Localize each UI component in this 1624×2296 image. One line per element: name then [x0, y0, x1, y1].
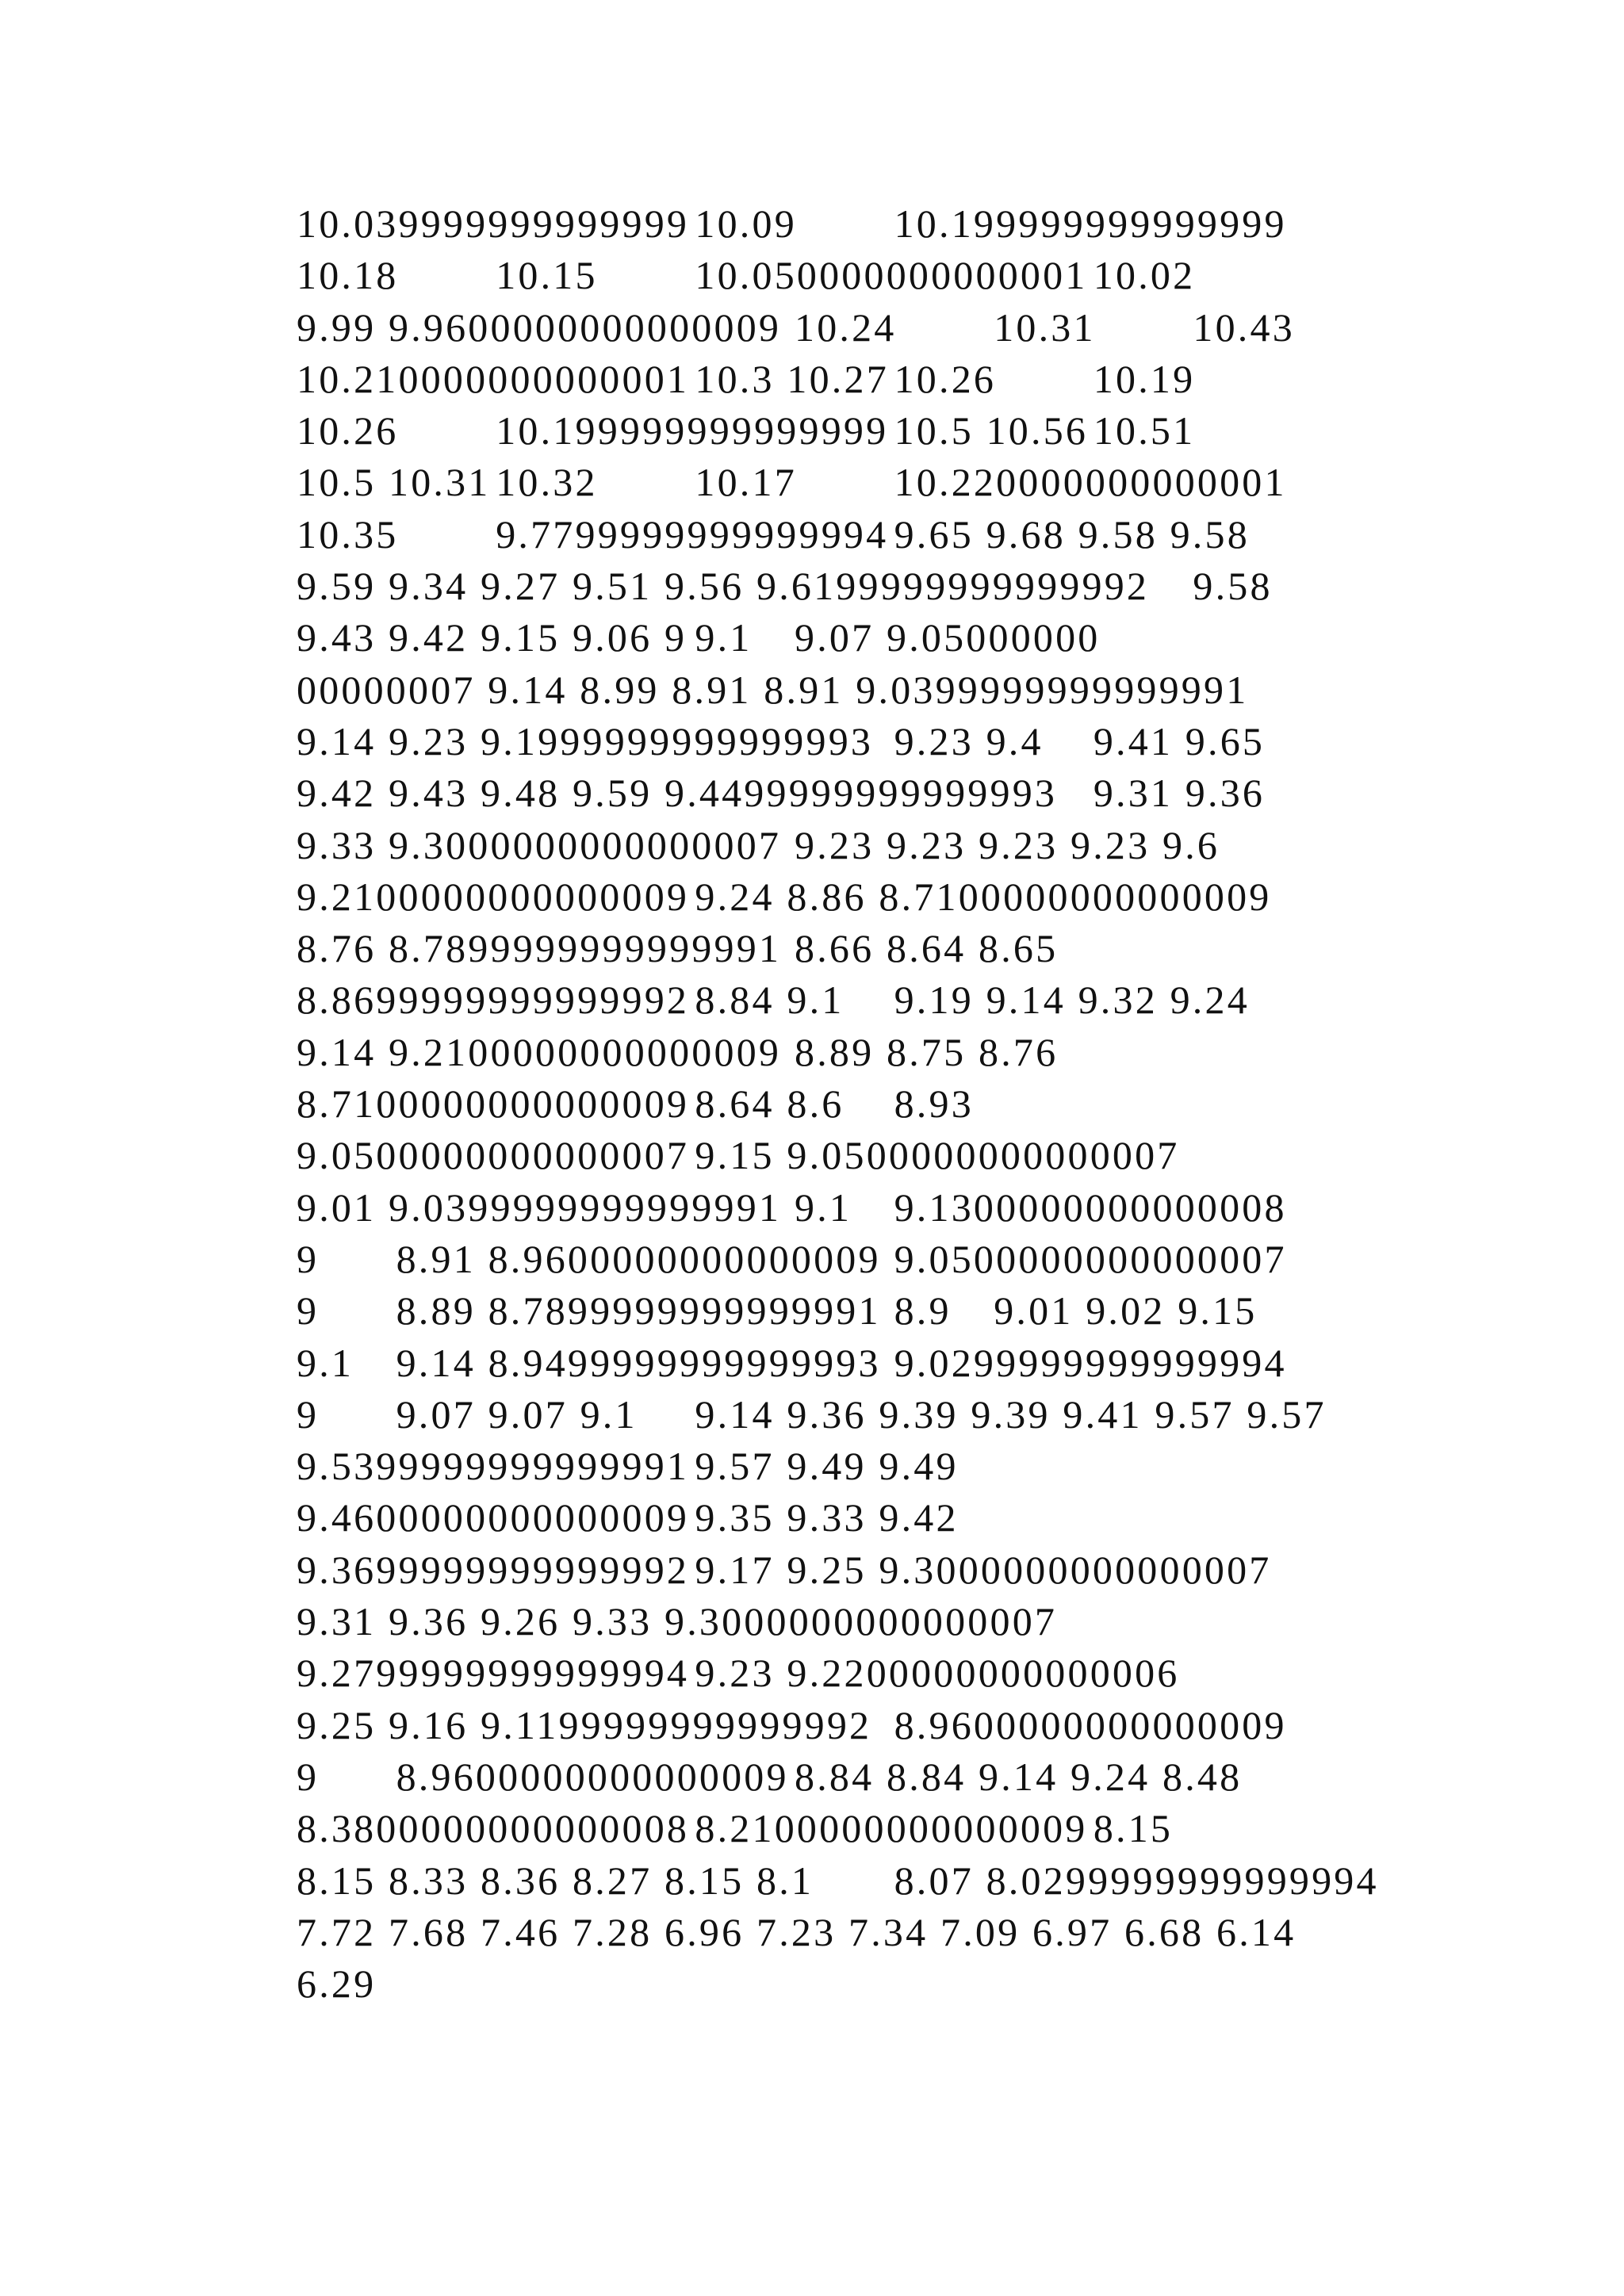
text-line: 9.25 9.16 9.1199999999999992 8.9600000000000009: [297, 1702, 1287, 1747]
text-line: 8.7100000000000009 8.64 8.6 8.93: [297, 1081, 974, 1127]
text-line: 9.33 9.3000000000000007 9.23 9.23 9.23 9.23 9.6: [297, 822, 1220, 867]
text-line: 10.26 10.199999999999999 10.5 10.56 10.51: [297, 408, 1196, 453]
text-line: 9.14 9.2100000000000009 8.89 8.75 8.76: [297, 1029, 1059, 1074]
text-line: 9 8.91 8.9600000000000009 9.0500000000000007: [297, 1236, 1287, 1281]
text-line: 9 8.9600000000000009 8.84 8.84 9.14 9.24 8.48: [297, 1754, 1243, 1799]
text-line: 9.2799999999999994 9.23 9.2200000000000006: [297, 1651, 1180, 1696]
text-line: 8.76 8.7899999999999991 8.66 8.64 8.65: [297, 926, 1059, 971]
text-line: 8.8699999999999992 8.84 9.1 9.19 9.14 9.32 9.24: [297, 978, 1250, 1023]
text-line: 10.35 9.7799999999999994 9.65 9.68 9.58 9.58: [297, 511, 1250, 557]
text-line: 9.4600000000000009 9.35 9.33 9.42: [297, 1495, 959, 1540]
text-line: 9 8.89 8.7899999999999991 8.9 9.01 9.02 9.15: [297, 1288, 1258, 1334]
text-line: 00000007 9.14 8.99 8.91 8.91 9.0399999999999991: [297, 667, 1249, 712]
text-line: 9.42 9.43 9.48 9.59 9.4499999999999993 9.31 9.36: [297, 771, 1266, 816]
text-line: 9 9.07 9.07 9.1 9.14 9.36 9.39 9.39 9.41 9.57 9.57: [297, 1391, 1327, 1437]
text-line: 9.2100000000000009 9.24 8.86 8.7100000000000009: [297, 874, 1272, 919]
text-line: 9.1 9.14 8.9499999999999993 9.0299999999999994: [297, 1340, 1287, 1385]
text-line: 9.59 9.34 9.27 9.51 9.56 9.6199999999999992 9.58: [297, 564, 1273, 609]
text-line: 10.039999999999999 10.09 10.199999999999999: [297, 201, 1287, 246]
numeric-text-block: [297, 198, 1423, 2010]
text-line: 10.5 10.31 10.32 10.17 10.220000000000001: [297, 460, 1287, 505]
text-line: 7.72 7.68 7.46 7.28 6.96 7.23 7.34 7.09 6.97 6.68 6.14: [297, 1909, 1297, 1954]
text-line: 9.99 9.9600000000000009 10.24 10.31 10.43: [297, 304, 1295, 350]
text-line: 9.5399999999999991 9.57 9.49 9.49: [297, 1444, 959, 1489]
text-line: 10.18 10.15 10.050000000000001 10.02: [297, 253, 1196, 298]
text-line: 8.15 8.33 8.36 8.27 8.15 8.1 8.07 8.0299999999999994: [297, 1858, 1379, 1903]
text-line: 8.3800000000000008 8.2100000000000009 8.15: [297, 1806, 1174, 1851]
text-line: 9.0500000000000007 9.15 9.0500000000000007: [297, 1133, 1180, 1178]
text-line: 9.31 9.36 9.26 9.33 9.3000000000000007: [297, 1599, 1058, 1644]
text-line: 10.210000000000001 10.3 10.27 10.26 10.19: [297, 356, 1196, 401]
text-line: 9.43 9.42 9.15 9.06 9 9.1 9.07 9.05000000: [297, 615, 1101, 660]
text-line: 9.3699999999999992 9.17 9.25 9.3000000000000007: [297, 1547, 1272, 1592]
text-line: 9.14 9.23 9.1999999999999993 9.23 9.4 9.41 9.65: [297, 718, 1266, 763]
text-line: 6.29: [297, 1961, 377, 2007]
text-line: 9.01 9.0399999999999991 9.1 9.1300000000000008: [297, 1184, 1287, 1230]
